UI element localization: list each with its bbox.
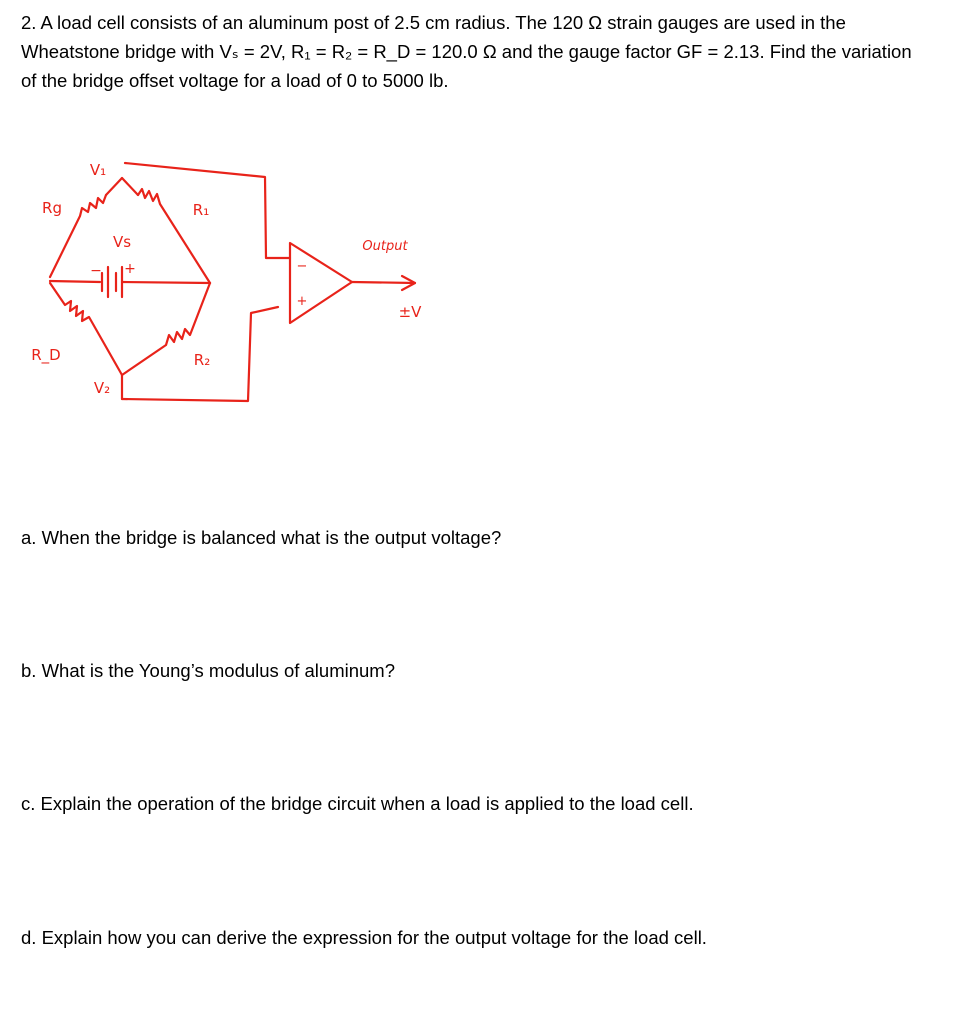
question-d: d. Explain how you can derive the expression for the output voltage for the load cell. (21, 927, 707, 948)
resistor-r1-wire (122, 178, 138, 195)
label-opamp-plus: + (296, 294, 308, 309)
label-v1: V₁ (89, 161, 107, 179)
label-output: Output (362, 239, 408, 254)
battery-cells (102, 267, 122, 297)
problem-line-2: Wheatstone bridge with Vₛ = 2V, R₁ = R₂ = R_D = 120.0 Ω and the gauge factor GF = 2.13. Find the variation (21, 41, 912, 62)
problem-line-1: 2. A load cell consists of an aluminum post of 2.5 cm radius. The 120 Ω strain gauges are used in the (21, 12, 846, 33)
label-r1: R₁ (192, 201, 210, 219)
supply-wire-left (50, 281, 100, 282)
label-rg: Rg (42, 199, 62, 217)
op-amp-output-wire (352, 282, 415, 283)
problem-line-3: of the bridge offset voltage for a load of 0 to 5000 lb. (21, 70, 449, 91)
wheatstone-bridge-figure (30, 155, 450, 435)
label-opamp-minus: − (296, 259, 308, 274)
label-vs: Vs (112, 233, 132, 251)
label-rd: R_D (31, 346, 61, 364)
label-r2: R₂ (193, 351, 211, 369)
label-battery-plus: + (124, 261, 136, 277)
question-b: b. What is the Young’s modulus of aluminum? (21, 660, 395, 681)
op-amp (290, 243, 352, 323)
problem-statement (21, 8, 956, 95)
supply-wire-right (122, 282, 210, 283)
question-c: c. Explain the operation of the bridge circuit when a load is applied to the load cell. (21, 793, 694, 814)
resistor-rd-zigzag (50, 283, 122, 375)
label-v2: V₂ (93, 379, 111, 397)
label-battery-minus: − (90, 263, 102, 279)
resistor-rg-wire (106, 178, 122, 195)
label-pm-v: ±V (398, 303, 422, 321)
question-a: a. When the bridge is balanced what is the output voltage? (21, 527, 502, 548)
